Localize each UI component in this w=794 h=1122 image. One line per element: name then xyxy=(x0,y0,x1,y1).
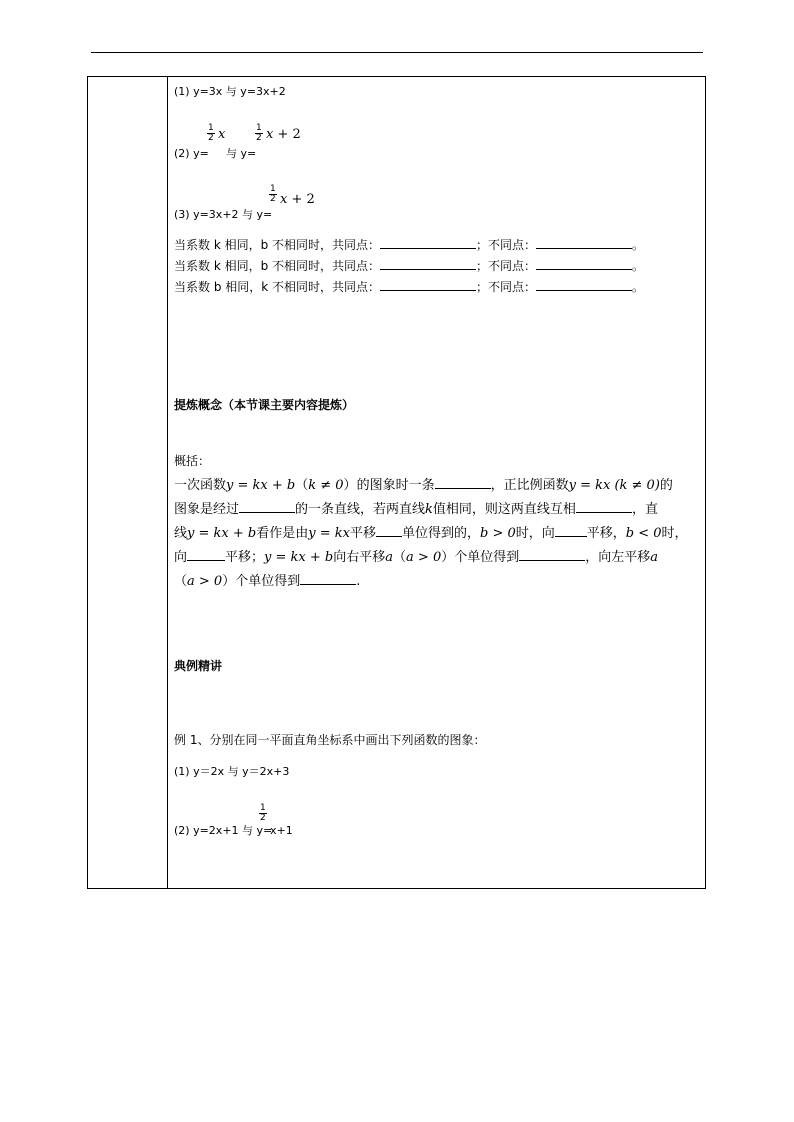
answer-blank[interactable] xyxy=(380,237,476,249)
example-item-2-suffix: x+1 xyxy=(270,824,293,837)
fraction-half: $\frac{1}{2}$ xyxy=(270,184,276,204)
compare-item-2-mid: 与 y= xyxy=(226,147,257,160)
summary-row-4: 向 平移；y = kx + b向右平移a（a > 0）个单位得到 ，向左平移a xyxy=(174,550,659,565)
answer-blank[interactable] xyxy=(380,279,476,291)
answer-blank[interactable] xyxy=(435,477,491,489)
answer-blank[interactable] xyxy=(239,501,295,513)
compare-item-1: (1) y=3x 与 y=3x+2 xyxy=(174,85,286,98)
answer-blank[interactable] xyxy=(576,501,632,513)
example-item-2-prefix: (2) y=2x+1 与 y= xyxy=(174,824,273,837)
compare-item-3-prefix: (3) y=3x+2 与 y= xyxy=(174,208,273,221)
summary-row-5: （a > 0）个单位得到 . xyxy=(174,574,361,589)
header-rule xyxy=(91,52,703,53)
column-divider xyxy=(167,77,168,888)
math-x-plus-2: x + 2 xyxy=(266,127,301,142)
fill-line-3: 当系数 b 相同，k 不相同时，共同点： ；不同点： 。 xyxy=(174,280,645,294)
summary-row-3: 线y = kx + b看作是由y = kx平移 单位得到的，b > 0时，向 平移，b < 0时， xyxy=(174,526,688,541)
fill-line-1: 当系数 k 相同，b 不相同时，共同点： ；不同点： 。 xyxy=(174,238,645,252)
section-title-concept: 提炼概念（本节课主要内容提炼） xyxy=(174,398,355,412)
summary-row-2: 图象是经过 的一条直线，若两直线k值相同，则这两直线互相 ，直 xyxy=(174,502,658,517)
fraction-half: $\frac{1}{2}$ xyxy=(256,123,262,143)
example-item-1: (1) y＝2x 与 y＝2x+3 xyxy=(174,765,290,778)
answer-blank[interactable] xyxy=(555,525,587,537)
math-x: x xyxy=(218,127,226,142)
example-intro: 例 1、分别在同一平面直角坐标系中画出下列函数的图象： xyxy=(174,733,486,747)
answer-blank[interactable] xyxy=(519,549,585,561)
answer-blank[interactable] xyxy=(187,549,225,561)
answer-blank[interactable] xyxy=(536,258,632,270)
summary-row-1: 一次函数y = kx + b（k ≠ 0）的图象时一条 ，正比例函数y = kx (k ≠ 0)的 xyxy=(174,478,673,493)
fraction-half: $\frac{1}{2}$ xyxy=(260,803,266,823)
math-x-plus-2: x + 2 xyxy=(280,192,315,207)
answer-blank[interactable] xyxy=(536,279,632,291)
fraction-half: $\frac{1}{2}$ xyxy=(208,123,214,143)
compare-item-2-prefix: (2) y= xyxy=(174,147,209,160)
summary-label: 概括： xyxy=(174,454,211,468)
fill-line-2: 当系数 k 相同，b 不相同时，共同点： ；不同点： 。 xyxy=(174,259,645,273)
section-title-examples: 典例精讲 xyxy=(174,659,223,673)
answer-blank[interactable] xyxy=(300,573,356,585)
answer-blank[interactable] xyxy=(536,237,632,249)
answer-blank[interactable] xyxy=(376,525,402,537)
answer-blank[interactable] xyxy=(380,258,476,270)
